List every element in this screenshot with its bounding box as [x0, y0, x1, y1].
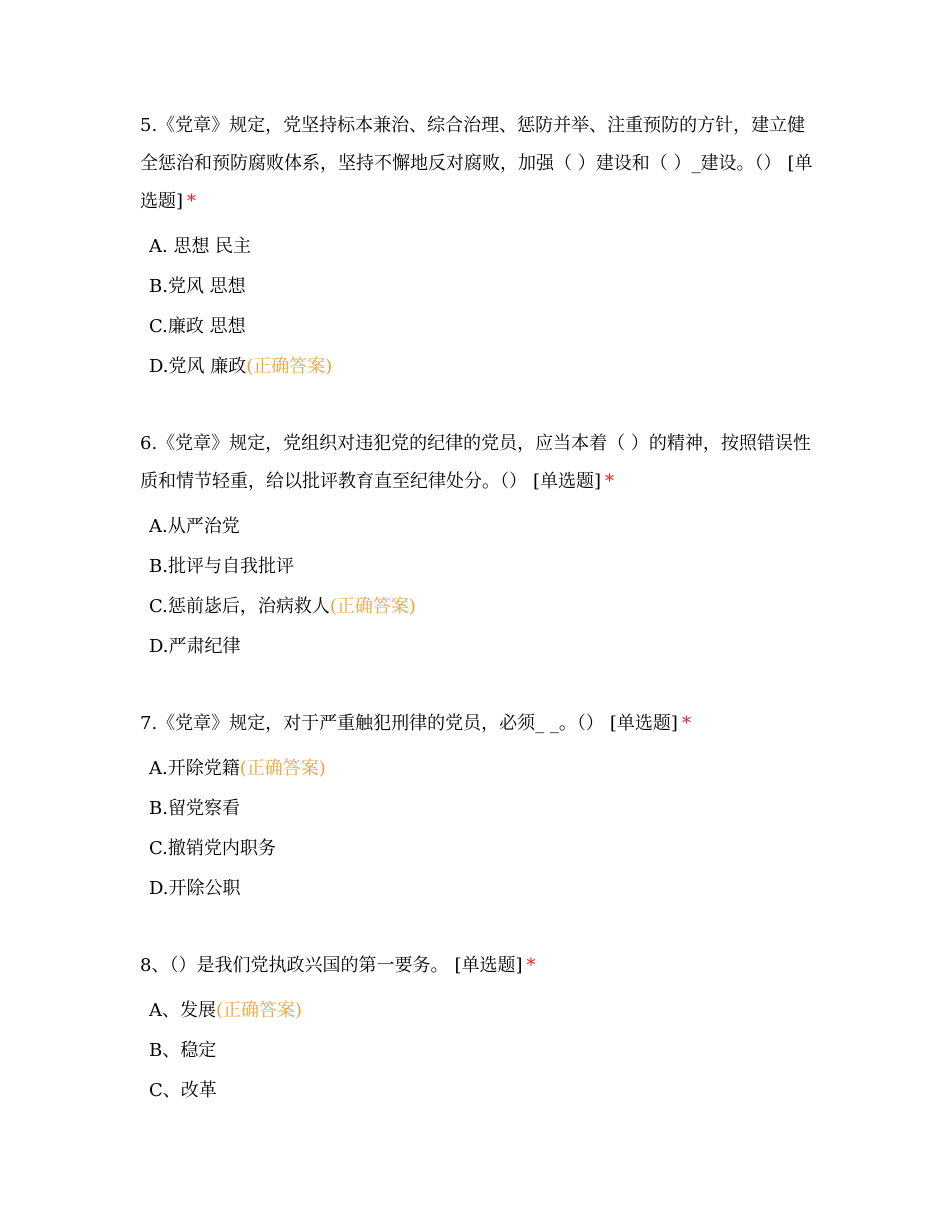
question-stem: 8、（）是我们党执政兴国的第一要务。 [140, 955, 449, 976]
question-5-options [140, 227, 820, 387]
question-type: [单选题] [454, 955, 523, 976]
required-marker: * [605, 471, 615, 492]
correct-answer-note: (正确答案) [216, 1000, 303, 1021]
option-a[interactable] [149, 991, 820, 1031]
question-5-stem-line [140, 107, 820, 221]
option-label: A. 思想 民主 [149, 236, 252, 257]
option-label: D.开除公职 [149, 878, 241, 899]
question-8-options [140, 991, 820, 1111]
question-stem: 5.《党章》规定，党坚持标本兼治、综合治理、惩防并举、注重预防的方针，建立健全惩治和预防腐败体系，坚持不懈地反对腐败，加强（ ）建设和（ ）_建设。（） [140, 115, 806, 174]
option-c[interactable] [149, 307, 820, 347]
option-label: A、发展 [149, 1000, 216, 1021]
question-stem: 7.《党章》规定，对于严重触犯刑律的党员，必须_ _。（） [140, 713, 604, 734]
option-d[interactable] [149, 347, 820, 387]
correct-answer-note: (正确答案) [246, 356, 333, 377]
question-type: [单选题] [609, 713, 678, 734]
option-label: D.严肃纪律 [149, 636, 241, 657]
option-c[interactable] [149, 587, 820, 627]
option-label: A.开除党籍 [149, 758, 240, 779]
option-a[interactable] [149, 227, 820, 267]
option-b[interactable] [149, 547, 820, 587]
required-marker: * [681, 713, 691, 734]
option-label: C.惩前毖后，治病救人 [149, 596, 330, 617]
option-b[interactable] [149, 789, 820, 829]
question-type: [单选题] [533, 471, 602, 492]
option-label: A.从严治党 [149, 516, 240, 537]
option-label: B、稳定 [149, 1040, 217, 1061]
option-label: D.党风 廉政 [149, 356, 247, 377]
question-6 [140, 425, 820, 667]
option-d[interactable] [149, 869, 820, 909]
correct-answer-note: (正确答案) [329, 596, 416, 617]
question-stem: 6.《党章》规定，党组织对违犯党的纪律的党员，应当本着（ ）的精神，按照错误性质和情节轻重，给以批评教育直至纪律处分。（） [140, 433, 811, 492]
option-label: C.廉政 思想 [149, 316, 246, 337]
question-8-stem-line [140, 947, 820, 985]
option-a[interactable] [149, 507, 820, 547]
required-marker: * [187, 191, 197, 212]
option-label: C、改革 [149, 1080, 217, 1101]
option-label: B.党风 思想 [149, 276, 246, 297]
question-6-stem-line [140, 425, 820, 501]
correct-answer-note: (正确答案) [239, 758, 326, 779]
option-c[interactable] [149, 829, 820, 869]
option-label: B.留党察看 [149, 798, 240, 819]
question-type: [单选题] [140, 153, 813, 212]
option-c[interactable] [149, 1071, 820, 1111]
question-6-options [140, 507, 820, 667]
question-8 [140, 947, 820, 1111]
option-d[interactable] [149, 627, 820, 667]
option-b[interactable] [149, 267, 820, 307]
option-label: C.撤销党内职务 [149, 838, 276, 859]
question-7 [140, 705, 820, 909]
option-label: B.批评与自我批评 [149, 556, 294, 577]
question-5 [140, 107, 820, 387]
required-marker: * [526, 955, 536, 976]
option-b[interactable] [149, 1031, 820, 1071]
question-7-stem-line [140, 705, 820, 743]
question-7-options [140, 749, 820, 909]
option-a[interactable] [149, 749, 820, 789]
